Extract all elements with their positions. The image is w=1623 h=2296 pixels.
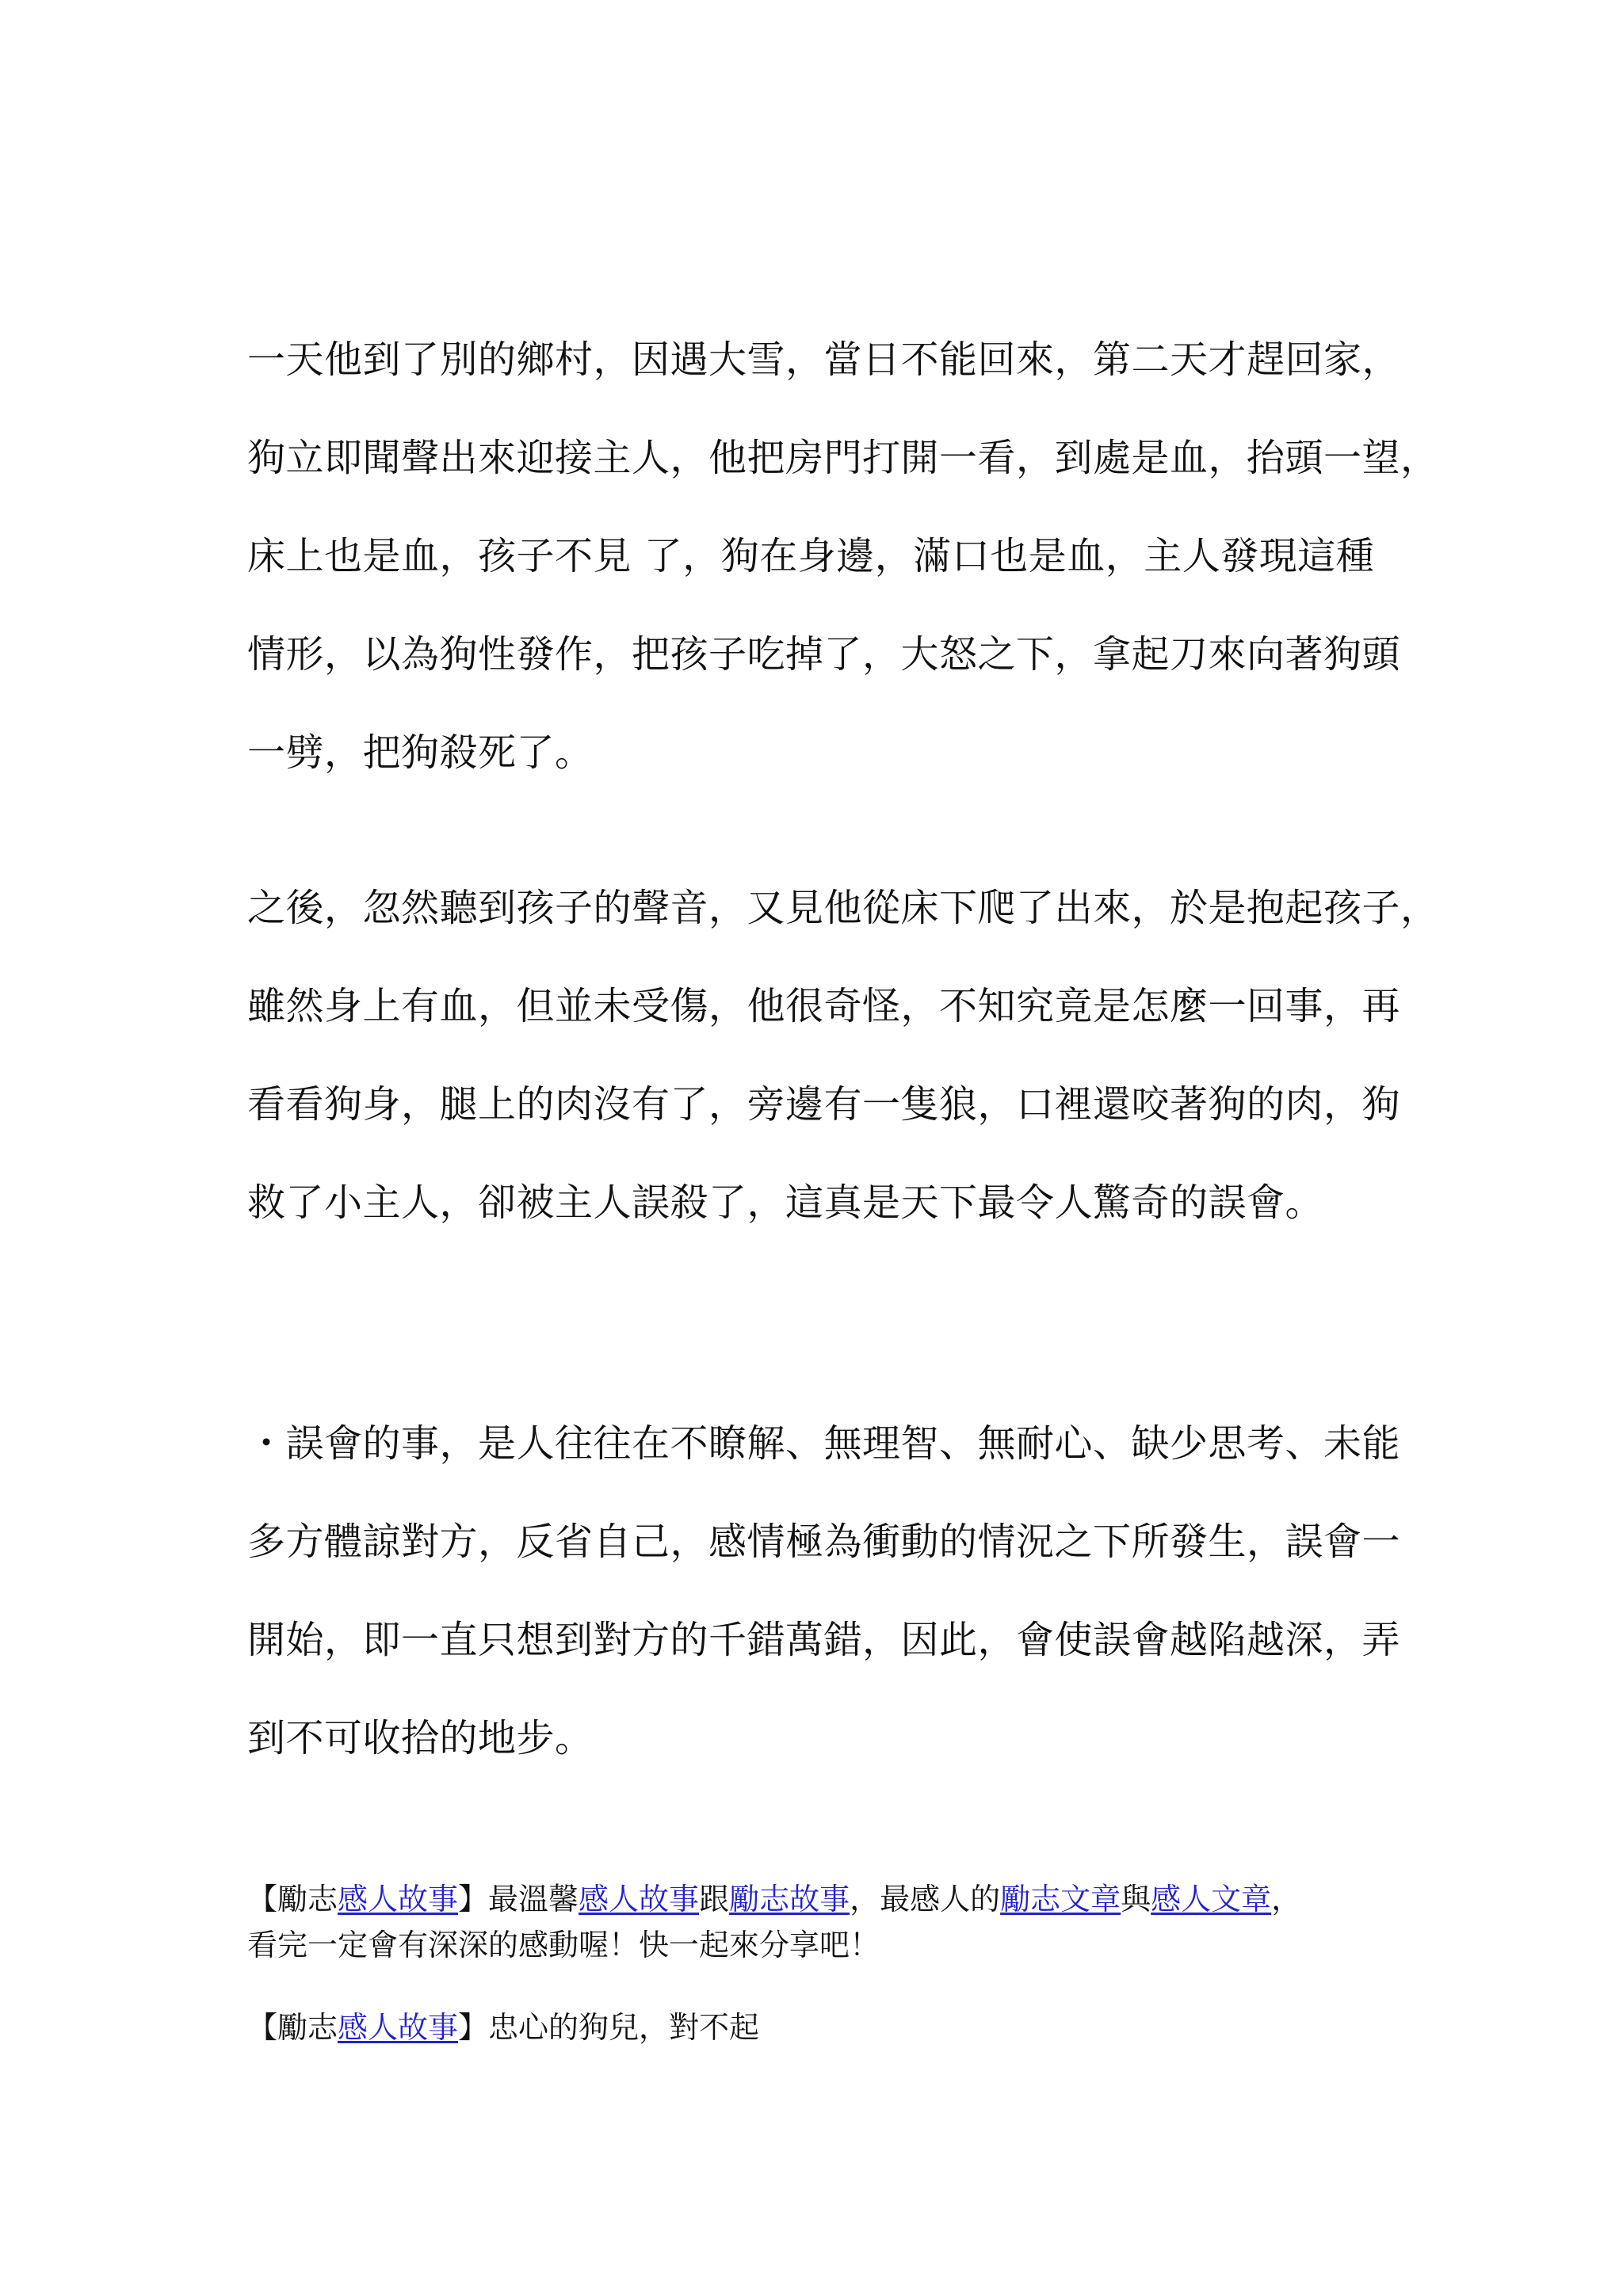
footer-promo bbox=[247, 1876, 1388, 2050]
paragraph-2 bbox=[247, 859, 1439, 1252]
story-title: 】忠心的狗兒，對不起 bbox=[458, 2010, 760, 2045]
link-touching-articles[interactable]: 感人文章 bbox=[1151, 1882, 1272, 1917]
promo-line bbox=[247, 1876, 1388, 1922]
text-line: 多方體諒對方，反省自己，感情極為衝動的情況之下所發生，誤會一 bbox=[247, 1520, 1401, 1564]
text-line: 看看狗身，腿上的肉沒有了，旁邊有一隻狼，口裡還咬著狗的肉，狗 bbox=[247, 1082, 1401, 1127]
link-touching-stories[interactable]: 感人故事 bbox=[338, 1882, 459, 1917]
story-body bbox=[247, 311, 1439, 1787]
text-line: 救了小主人，卻被主人誤殺了，這真是天下最令人驚奇的誤會。 bbox=[247, 1180, 1324, 1225]
link-inspirational-stories[interactable]: 勵志故事 bbox=[729, 1882, 850, 1917]
paragraph-3 bbox=[247, 1394, 1401, 1787]
text-line: 一天他到了別的鄉村，因遇大雪，當日不能回來，第二天才趕回家， bbox=[247, 338, 1401, 382]
promo-text: 【勵志 bbox=[247, 1882, 338, 1917]
text-line: 之後，忽然聽到孩子的聲音，又見他從床下爬了出來，於是抱起孩子， bbox=[247, 886, 1439, 930]
text-line: 一劈，把狗殺死了。 bbox=[247, 730, 594, 775]
text-line: ・誤會的事，是人往往在不瞭解、無理智、無耐心、缺少思考、未能 bbox=[247, 1421, 1401, 1466]
promo-text: 】最溫馨 bbox=[458, 1882, 579, 1917]
text-line: 雖然身上有血，但並未受傷，他很奇怪，不知究竟是怎麼一回事，再 bbox=[247, 984, 1401, 1028]
promo-line: 看完一定會有深深的感動喔！快一起來分享吧！ bbox=[247, 1928, 880, 1962]
link-inspirational-articles[interactable]: 勵志文章 bbox=[1000, 1882, 1121, 1917]
text-line: 狗立即聞聲出來迎接主人，他把房門打開一看，到處是血，抬頭一望， bbox=[247, 436, 1439, 480]
promo-text: 【勵志 bbox=[247, 2010, 338, 2045]
link-touching-stories[interactable]: 感人故事 bbox=[579, 1882, 700, 1917]
promo-text: ， bbox=[1271, 1882, 1302, 1917]
link-touching-stories[interactable]: 感人故事 bbox=[338, 2010, 459, 2045]
title-line bbox=[247, 2004, 1388, 2050]
promo-text: 跟 bbox=[699, 1882, 730, 1917]
paragraph-spacer bbox=[247, 802, 1388, 859]
paragraph-spacer bbox=[247, 1252, 1388, 1394]
text-line: 到不可收拾的地步。 bbox=[247, 1716, 594, 1760]
footer-spacer bbox=[247, 1968, 1388, 2004]
text-line: 情形，以為狗性發作，把孩子吃掉了，大怒之下，拿起刀來向著狗頭 bbox=[247, 632, 1401, 677]
paragraph-1 bbox=[247, 311, 1439, 802]
text-line: 開始，即一直只想到對方的千錯萬錯，因此，會使誤會越陷越深，弄 bbox=[247, 1618, 1401, 1662]
promo-text: 與 bbox=[1121, 1882, 1151, 1917]
text-line: 床上也是血，孩子不見 了，狗在身邊，滿口也是血，主人發現這種 bbox=[247, 534, 1375, 578]
promo-text: ，最感人的 bbox=[850, 1882, 1001, 1917]
